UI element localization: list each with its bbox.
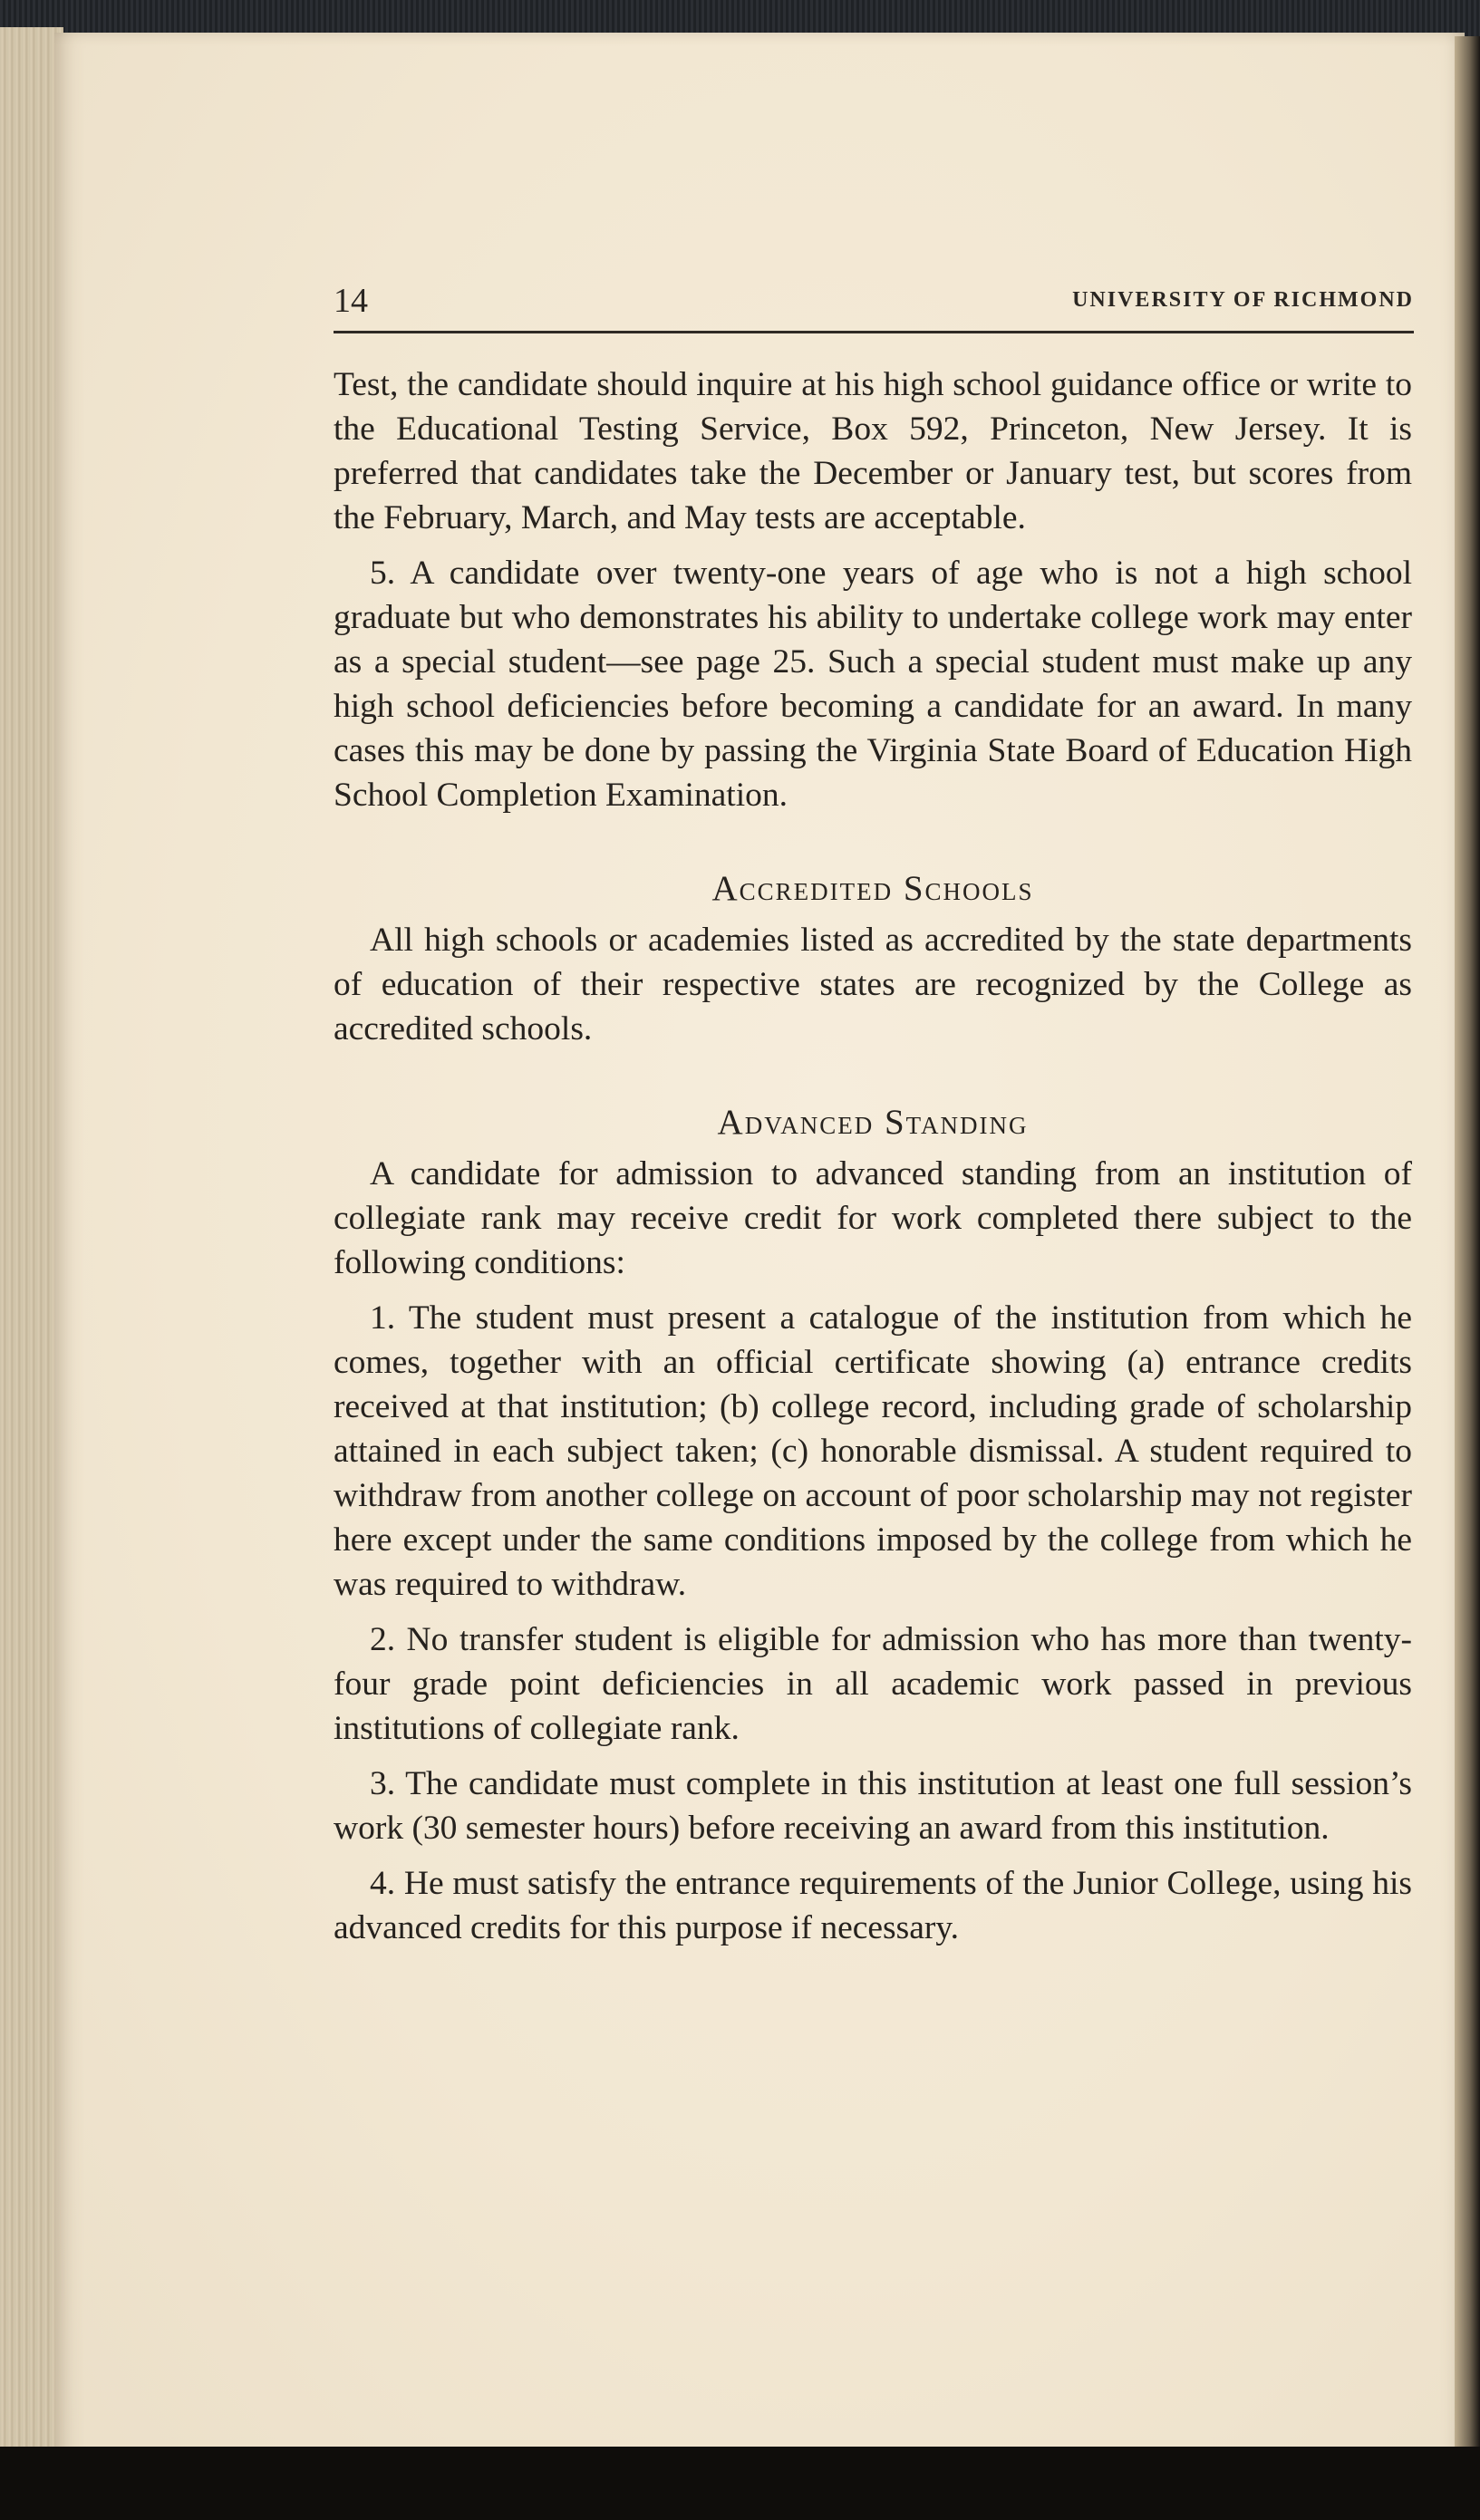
item-5-paragraph: 5. A candidate over twenty-one years of age who is not a high school graduate but who demonstrates his ability to undertake college work may enter as a special student—see page 25. Such a special student must make up any high school deficiencies before becoming a candidate for an award. In many cases this may be done by passing the Virginia State Board of Education High School Completion Examination. bbox=[334, 555, 1412, 814]
condition-4: 4. He must satisfy the entrance requirements of the Junior College, using his advanced credits for this purpose if necessary. bbox=[334, 1865, 1412, 1946]
header-rule bbox=[334, 331, 1414, 333]
page-right-edge bbox=[1455, 36, 1480, 2465]
book-bottom-shadow bbox=[0, 2447, 1480, 2520]
page-body bbox=[334, 362, 1412, 1961]
condition-3: 3. The candidate must complete in this institution at least one full session’s work (30 semester hours) before receiving an award from this institution. bbox=[334, 1765, 1412, 1847]
condition-2: 2. No transfer student is eligible for admission who has more than twenty-four grade point deficiencies in all academic work passed in previous institutions of collegiate rank. bbox=[334, 1621, 1412, 1747]
advanced-standing-intro: A candidate for admission to advanced standing from an institution of collegiate rank may receive credit for work completed there subject to the following conditions: bbox=[334, 1155, 1412, 1281]
accredited-schools-paragraph: All high schools or academies listed as accredited by the state departments of education of their respective states are recognized by the College as accredited schools. bbox=[334, 922, 1412, 1048]
running-head: UNIVERSITY OF RICHMOND bbox=[1072, 288, 1414, 312]
book-cover-top bbox=[0, 0, 1480, 36]
advanced-standing-heading: Advanced Standing bbox=[717, 1103, 1029, 1142]
accredited-schools-heading: Accredited Schools bbox=[711, 869, 1034, 908]
page-header bbox=[334, 281, 1414, 326]
intro-paragraph: Test, the candidate should inquire at his high school guidance office or write to the Educational Testing Service, Box 592, Princeton, New Jersey. It is preferred that candidates take the December or January test, but scores from the February, March, and May tests are acceptable. bbox=[334, 366, 1412, 536]
page-number: 14 bbox=[334, 282, 368, 320]
condition-1: 1. The student must present a catalogue of the institution from which he comes, together with an official certificate showing (a) entrance credits received at that institution; (b) college record, including grade of scholarship attained in each subject taken; (c) honorable dismissal. A student required to withdraw from another college on account of poor scholarship may not register here except under the same conditions imposed by the college from which he was required to withdraw. bbox=[334, 1299, 1412, 1603]
